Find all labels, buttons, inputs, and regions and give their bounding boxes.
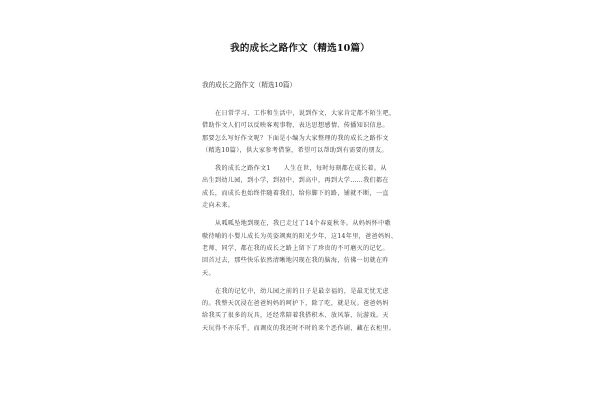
paragraph-line: 借助作文人们可以反映客观事物、表达思想感情、传播知识信息。 xyxy=(202,122,389,130)
document-body xyxy=(202,108,420,335)
paragraph-line: 嗷待哺的小婴儿成长为英姿飒爽的阳光少年，这14年里，爸爸妈妈、 xyxy=(202,232,398,240)
paragraph-line: 在日常学习、工作和生活中，说到作文，大家肯定都不陌生吧， xyxy=(215,110,396,117)
paragraph-line: （精选10篇），供大家参考借鉴，希望可以帮助到有需要的朋友。 xyxy=(202,146,388,154)
paragraph-line: 走向未来。 xyxy=(202,202,235,210)
document-title: 我的成长之路作文（精选10篇） xyxy=(230,43,370,54)
paragraph-line: 回首过去，那些快乐依然清晰地闪现在我的脑海，仿佛一切就在昨 xyxy=(202,257,389,265)
paragraph-line: 我的成长之路作文1 人生在世，每时每刻都在成长着。从 xyxy=(215,165,387,173)
document-subtitle: 我的成长之路作文（精选10篇） xyxy=(202,81,297,89)
paragraph-line: 天玩得不亦乐乎，而调皮的我还时不时的来个恶作剧，藏在衣柜里。 xyxy=(202,324,396,332)
paragraph-line: 在我的记忆中，幼儿园之前的日子是最幸福的，是最无忧无虑 xyxy=(215,287,389,295)
paragraph-line: 天。 xyxy=(202,269,215,277)
paragraph-line: 老师、同学，都在我的成长之路上留下了珍贵的不可磨灭的记忆。 xyxy=(202,244,389,252)
paragraph-line: 给我买了很多的玩具，还经常陪着我搭积木、放风筝、玩游戏。天 xyxy=(202,312,389,320)
paragraph-line: 出生到幼儿园，到小学，到初中，到高中，再到大学……我们都在 xyxy=(202,177,389,185)
paragraph-line: 成长，而成长也始终伴随着我们，给你脚下的路，铺就不断，一直 xyxy=(202,189,389,197)
paragraph-line: 从呱呱坠地到现在，我已走过了14个春夏秋冬。从妈妈怀中嗷 xyxy=(215,220,391,228)
paragraph-line: 那要怎么写好作文呢？下面是小编为大家整理的我的成长之路作文 xyxy=(202,134,389,142)
paragraph-line: 的。我整天沉浸在爸爸妈妈的呵护下，除了吃，就是玩。爸爸妈妈 xyxy=(202,300,389,308)
document-page xyxy=(156,0,444,400)
